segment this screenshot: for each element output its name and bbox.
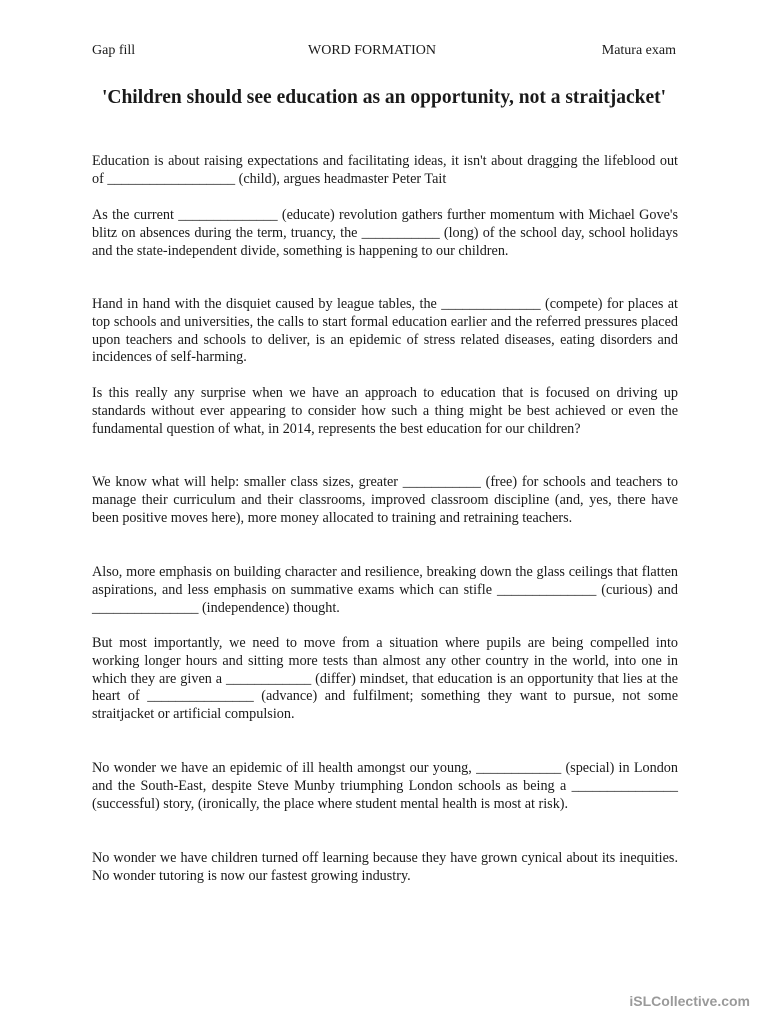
paragraph-1: Education is about raising expectations and facilitating ideas, it isn't about dragging the lifeblood out of __________________ (child), argues headmaster Peter Tait <box>92 153 678 187</box>
paragraph-6: Also, more emphasis on building character and resilience, breaking down the glass ceilings that flatten aspirations, and less emphasis on summative exams which can stifle ______________ (curious) and _______________ (independence) thought. <box>92 564 678 616</box>
paragraph-7: But most importantly, we need to move from a situation where pupils are being compelled into working longer hours and sitting more tests than almost any other country in the world, into one in which they are given a ____________ (differ) mindset, that education is an opportunity that lies at the heart of _______________ (advance) and fulfilment; something they want to pursue, not some straitjacket or artificial compulsion. <box>92 635 678 723</box>
header-right-label: Matura exam <box>601 43 676 58</box>
header-left-label: Gap fill <box>92 43 136 58</box>
paragraph-8: No wonder we have an epidemic of ill health amongst our young, ____________ (special) in London and the South-East, despite Steve Munby triumphing London schools as being a _______________ (successful) story, (ironically, the place where student mental health is most at risk). <box>92 760 678 812</box>
header-center-label: WORD FORMATION <box>308 43 436 58</box>
page-header <box>92 43 676 63</box>
paragraph-5: We know what will help: smaller class sizes, greater ___________ (free) for schools and teachers to manage their curriculum and their classrooms, improved classroom discipline (and, yes, there have been positive moves here), more money allocated to training and retraining teachers. <box>92 474 678 526</box>
watermark-logo: iSLCollective.com <box>629 993 750 1009</box>
paragraph-3: Hand in hand with the disquiet caused by league tables, the ______________ (compete) for places at top schools and universities, the calls to start formal education earlier and the referred pressures placed upon teachers and schools to deliver, is an epidemic of stress related diseases, eating disorders and incidences of self-harming. <box>92 296 678 366</box>
document-title: 'Children should see education as an opportunity, not a straitjacket' <box>101 87 667 108</box>
paragraph-4: Is this really any surprise when we have an approach to education that is focused on driving up standards without ever appearing to consider how such a thing might be best achieved or even the fundamental question of what, in 2014, represents the best education for our children? <box>92 385 678 437</box>
paragraph-9: No wonder we have children turned off learning because they have grown cynical about its inequities. No wonder tutoring is now our fastest growing industry. <box>92 850 678 884</box>
paragraph-2: As the current ______________ (educate) revolution gathers further momentum with Michael Gove's blitz on absences during the term, truancy, the ___________ (long) of the school day, school holidays and the state-independent divide, something is happening to our children. <box>92 207 678 259</box>
